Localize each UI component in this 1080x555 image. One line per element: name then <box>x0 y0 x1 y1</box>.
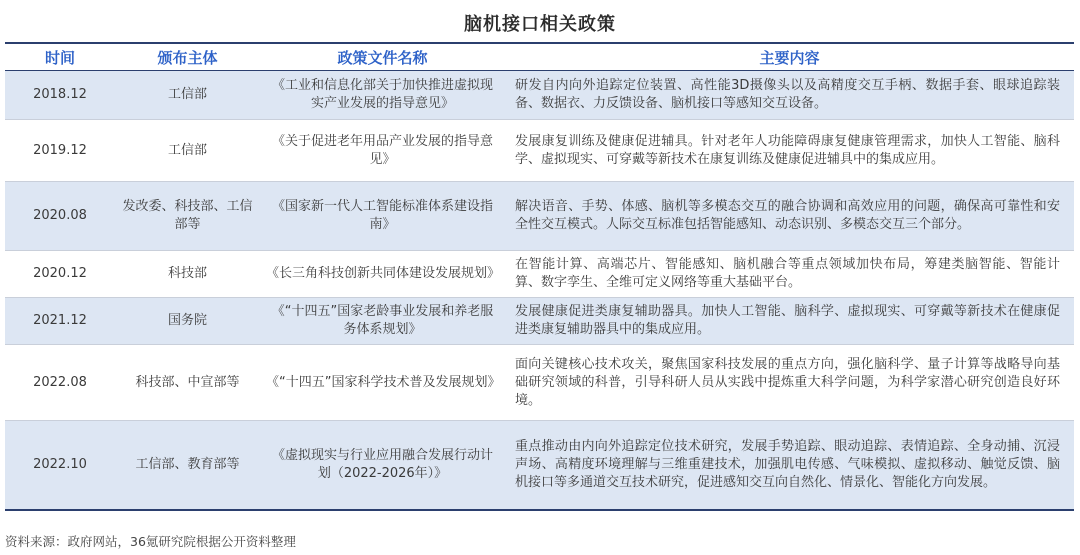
cell-issuer: 工信部 <box>115 120 260 182</box>
table-row <box>5 71 1074 120</box>
cell-issuer: 工信部、教育部等 <box>115 421 260 510</box>
cell-document: 《国家新一代人工智能标准体系建设指南》 <box>260 182 505 251</box>
column-header-issuer: 颁布主体 <box>115 43 260 71</box>
table-row <box>5 421 1074 510</box>
cell-time: 2021.12 <box>5 298 115 345</box>
column-header-document: 政策文件名称 <box>260 43 505 71</box>
cell-content: 重点推动由内向外追踪定位技术研究，发展手势追踪、眼动追踪、表情追踪、全身动捕、沉浸声场、高精度环境理解与三维重建技术，加强肌电传感、气味模拟、虚拟移动、触觉反馈、脑机接口等多通道交互技术研究，促进感知交互向自然化、情景化、智能化方向发展。 <box>505 421 1074 510</box>
column-header-time: 时间 <box>5 43 115 71</box>
cell-document: 《长三角科技创新共同体建设发展规划》 <box>260 251 505 298</box>
cell-content: 发展健康促进类康复辅助器具。加快人工智能、脑科学、虚拟现实、可穿戴等新技术在健康促进类康复辅助器具中的集成应用。 <box>505 298 1074 345</box>
page-title: 脑机接口相关政策 <box>464 14 616 35</box>
cell-content: 研发自内向外追踪定位装置、高性能3D摄像头以及高精度交互手柄、数据手套、眼球追踪装备、数据衣、力反馈设备、脑机接口等感知交互设备。 <box>505 71 1074 120</box>
cell-issuer: 科技部 <box>115 251 260 298</box>
cell-issuer: 国务院 <box>115 298 260 345</box>
policy-table <box>5 42 1074 511</box>
cell-time: 2020.12 <box>5 251 115 298</box>
cell-content: 发展康复训练及健康促进辅具。针对老年人功能障碍康复健康管理需求，加快人工智能、脑科学、虚拟现实、可穿戴等新技术在康复训练及健康促进辅具中的集成应用。 <box>505 120 1074 182</box>
cell-document: 《关于促进老年用品产业发展的指导意见》 <box>260 120 505 182</box>
cell-content: 面向关键核心技术攻关，聚焦国家科技发展的重点方向，强化脑科学、量子计算等战略导向基础研究领域的科普，引导科研人员从实践中提炼重大科学问题，为科学家潜心研究创造良好环境。 <box>505 345 1074 421</box>
cell-content: 在智能计算、高端芯片、智能感知、脑机融合等重点领域加快布局，筹建类脑智能、智能计算、数字孪生、全维可定义网络等重大基础平台。 <box>505 251 1074 298</box>
column-header-content: 主要内容 <box>505 43 1074 71</box>
cell-issuer: 发改委、科技部、工信部等 <box>115 182 260 251</box>
table-row <box>5 251 1074 298</box>
table-row <box>5 298 1074 345</box>
table-header-row <box>5 43 1074 71</box>
table-row <box>5 182 1074 251</box>
cell-time: 2022.08 <box>5 345 115 421</box>
cell-document: 《“十四五”国家科学技术普及发展规划》 <box>260 345 505 421</box>
source-note: 资料来源：政府网站，36氪研究院根据公开资料整理 <box>5 534 296 549</box>
cell-time: 2022.10 <box>5 421 115 510</box>
cell-time: 2019.12 <box>5 120 115 182</box>
cell-document: 《“十四五”国家老龄事业发展和养老服务体系规划》 <box>260 298 505 345</box>
cell-time: 2018.12 <box>5 71 115 120</box>
table-row <box>5 345 1074 421</box>
cell-document: 《虚拟现实与行业应用融合发展行动计划（2022-2026年）》 <box>260 421 505 510</box>
cell-content: 解决语音、手势、体感、脑机等多模态交互的融合协调和高效应用的问题，确保高可靠性和安全性交互模式。人际交互标准包括智能感知、动态识别、多模态交互三个部分。 <box>505 182 1074 251</box>
cell-document: 《工业和信息化部关于加快推进虚拟现实产业发展的指导意见》 <box>260 71 505 120</box>
table-row <box>5 120 1074 182</box>
cell-time: 2020.08 <box>5 182 115 251</box>
cell-issuer: 科技部、中宣部等 <box>115 345 260 421</box>
cell-issuer: 工信部 <box>115 71 260 120</box>
